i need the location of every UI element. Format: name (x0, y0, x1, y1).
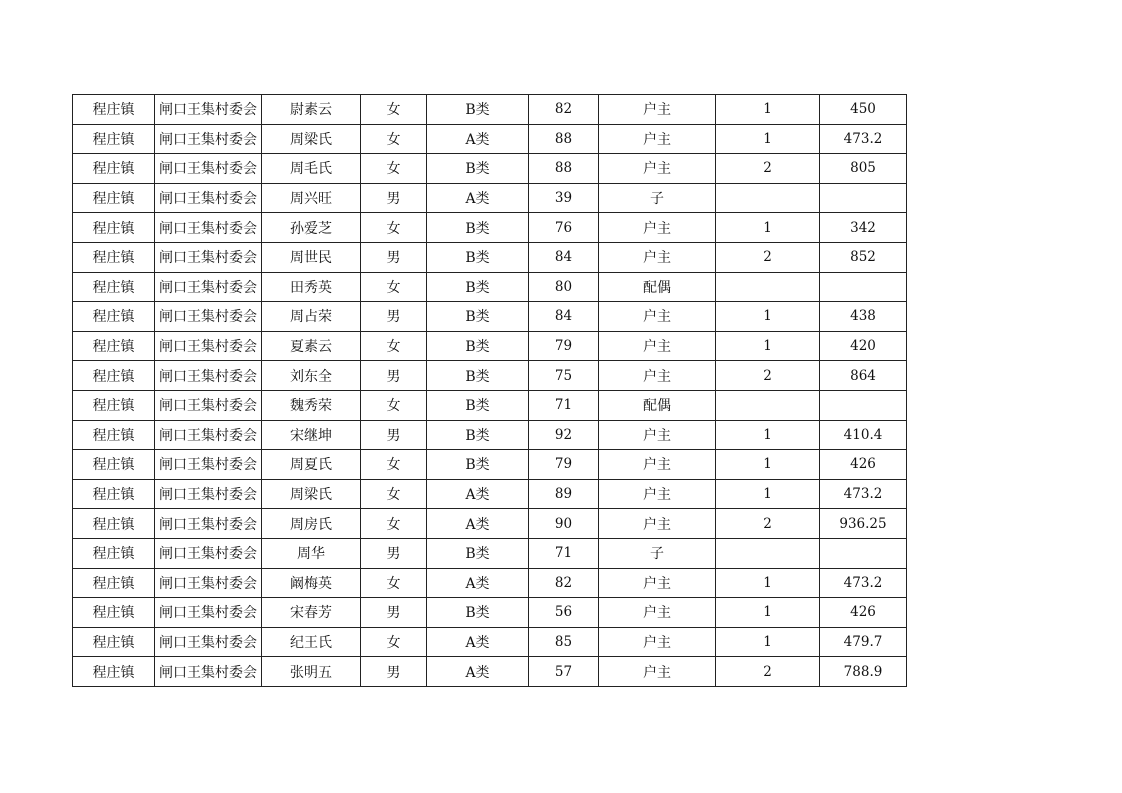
sex-cell: 女 (361, 154, 427, 184)
town-cell: 程庄镇 (73, 183, 155, 213)
table-row (73, 331, 907, 361)
sex-cell: 女 (361, 450, 427, 480)
name-cell: 田秀英 (262, 272, 361, 302)
town-cell: 程庄镇 (73, 213, 155, 243)
count-cell: 1 (716, 598, 820, 628)
town-cell: 程庄镇 (73, 450, 155, 480)
count-cell: 1 (716, 95, 820, 125)
sex-cell: 男 (361, 302, 427, 332)
sex-cell: 男 (361, 242, 427, 272)
sex-cell: 男 (361, 361, 427, 391)
sex-cell: 女 (361, 95, 427, 125)
relation-cell: 户主 (599, 213, 716, 243)
sex-cell: 女 (361, 390, 427, 420)
sex-cell: 男 (361, 420, 427, 450)
data-sheet (72, 94, 907, 687)
amount-cell: 805 (820, 154, 907, 184)
sex-cell: 男 (361, 183, 427, 213)
category-cell: B类 (427, 331, 529, 361)
village-cell: 闸口王集村委会 (155, 183, 262, 213)
age-cell: 57 (529, 657, 599, 687)
amount-cell: 479.7 (820, 627, 907, 657)
count-cell: 1 (716, 331, 820, 361)
name-cell: 周华 (262, 538, 361, 568)
recipient-table (72, 94, 907, 687)
relation-cell: 户主 (599, 95, 716, 125)
category-cell: A类 (427, 124, 529, 154)
category-cell: A类 (427, 568, 529, 598)
table-row (73, 479, 907, 509)
amount-cell (820, 183, 907, 213)
category-cell: A类 (427, 509, 529, 539)
town-cell: 程庄镇 (73, 479, 155, 509)
age-cell: 88 (529, 124, 599, 154)
age-cell: 56 (529, 598, 599, 628)
amount-cell: 852 (820, 242, 907, 272)
category-cell: A类 (427, 627, 529, 657)
category-cell: A类 (427, 183, 529, 213)
amount-cell (820, 538, 907, 568)
town-cell: 程庄镇 (73, 568, 155, 598)
relation-cell: 户主 (599, 450, 716, 480)
age-cell: 76 (529, 213, 599, 243)
table-row (73, 627, 907, 657)
count-cell (716, 390, 820, 420)
relation-cell: 户主 (599, 598, 716, 628)
table-row (73, 154, 907, 184)
relation-cell: 户主 (599, 331, 716, 361)
village-cell: 闸口王集村委会 (155, 479, 262, 509)
amount-cell (820, 390, 907, 420)
table-row (73, 302, 907, 332)
village-cell: 闸口王集村委会 (155, 657, 262, 687)
village-cell: 闸口王集村委会 (155, 331, 262, 361)
age-cell: 90 (529, 509, 599, 539)
name-cell: 宋春芳 (262, 598, 361, 628)
age-cell: 84 (529, 242, 599, 272)
age-cell: 92 (529, 420, 599, 450)
table-row (73, 361, 907, 391)
category-cell: B类 (427, 213, 529, 243)
table-body (73, 95, 907, 687)
count-cell: 2 (716, 154, 820, 184)
count-cell: 1 (716, 124, 820, 154)
town-cell: 程庄镇 (73, 302, 155, 332)
table-row (73, 538, 907, 568)
relation-cell: 户主 (599, 509, 716, 539)
relation-cell: 户主 (599, 657, 716, 687)
village-cell: 闸口王集村委会 (155, 509, 262, 539)
table-row (73, 272, 907, 302)
sex-cell: 女 (361, 213, 427, 243)
table-row (73, 183, 907, 213)
amount-cell: 473.2 (820, 568, 907, 598)
town-cell: 程庄镇 (73, 95, 155, 125)
village-cell: 闸口王集村委会 (155, 598, 262, 628)
name-cell: 阚梅英 (262, 568, 361, 598)
sex-cell: 女 (361, 627, 427, 657)
town-cell: 程庄镇 (73, 657, 155, 687)
town-cell: 程庄镇 (73, 124, 155, 154)
count-cell: 1 (716, 450, 820, 480)
sex-cell: 男 (361, 657, 427, 687)
name-cell: 宋继坤 (262, 420, 361, 450)
relation-cell: 户主 (599, 627, 716, 657)
amount-cell: 426 (820, 450, 907, 480)
sex-cell: 男 (361, 598, 427, 628)
category-cell: B类 (427, 302, 529, 332)
category-cell: B类 (427, 154, 529, 184)
sex-cell: 女 (361, 331, 427, 361)
village-cell: 闸口王集村委会 (155, 361, 262, 391)
name-cell: 周世民 (262, 242, 361, 272)
age-cell: 89 (529, 479, 599, 509)
name-cell: 夏素云 (262, 331, 361, 361)
age-cell: 75 (529, 361, 599, 391)
town-cell: 程庄镇 (73, 242, 155, 272)
amount-cell: 788.9 (820, 657, 907, 687)
village-cell: 闸口王集村委会 (155, 450, 262, 480)
count-cell: 2 (716, 361, 820, 391)
name-cell: 魏秀荣 (262, 390, 361, 420)
sex-cell: 女 (361, 509, 427, 539)
name-cell: 尉素云 (262, 95, 361, 125)
relation-cell: 户主 (599, 302, 716, 332)
table-row (73, 242, 907, 272)
category-cell: B类 (427, 420, 529, 450)
table-row (73, 657, 907, 687)
town-cell: 程庄镇 (73, 154, 155, 184)
name-cell: 周占荣 (262, 302, 361, 332)
town-cell: 程庄镇 (73, 361, 155, 391)
age-cell: 71 (529, 390, 599, 420)
age-cell: 84 (529, 302, 599, 332)
count-cell: 1 (716, 568, 820, 598)
count-cell: 1 (716, 627, 820, 657)
village-cell: 闸口王集村委会 (155, 154, 262, 184)
sex-cell: 女 (361, 272, 427, 302)
village-cell: 闸口王集村委会 (155, 213, 262, 243)
relation-cell: 子 (599, 538, 716, 568)
age-cell: 82 (529, 95, 599, 125)
amount-cell: 473.2 (820, 479, 907, 509)
town-cell: 程庄镇 (73, 538, 155, 568)
count-cell: 1 (716, 213, 820, 243)
category-cell: A类 (427, 479, 529, 509)
age-cell: 79 (529, 450, 599, 480)
name-cell: 孙爱芝 (262, 213, 361, 243)
name-cell: 周房氏 (262, 509, 361, 539)
table-row (73, 568, 907, 598)
relation-cell: 户主 (599, 568, 716, 598)
town-cell: 程庄镇 (73, 390, 155, 420)
relation-cell: 配偶 (599, 272, 716, 302)
table-row (73, 213, 907, 243)
table-row (73, 124, 907, 154)
relation-cell: 配偶 (599, 390, 716, 420)
category-cell: B类 (427, 450, 529, 480)
village-cell: 闸口王集村委会 (155, 538, 262, 568)
amount-cell: 438 (820, 302, 907, 332)
town-cell: 程庄镇 (73, 627, 155, 657)
village-cell: 闸口王集村委会 (155, 568, 262, 598)
amount-cell: 473.2 (820, 124, 907, 154)
village-cell: 闸口王集村委会 (155, 390, 262, 420)
town-cell: 程庄镇 (73, 420, 155, 450)
town-cell: 程庄镇 (73, 331, 155, 361)
category-cell: B类 (427, 361, 529, 391)
count-cell: 2 (716, 242, 820, 272)
amount-cell: 420 (820, 331, 907, 361)
amount-cell: 864 (820, 361, 907, 391)
category-cell: B类 (427, 95, 529, 125)
count-cell: 1 (716, 479, 820, 509)
sex-cell: 女 (361, 568, 427, 598)
table-row (73, 509, 907, 539)
name-cell: 周夏氏 (262, 450, 361, 480)
amount-cell: 936.25 (820, 509, 907, 539)
name-cell: 周梁氏 (262, 124, 361, 154)
name-cell: 纪王氏 (262, 627, 361, 657)
relation-cell: 户主 (599, 154, 716, 184)
age-cell: 85 (529, 627, 599, 657)
category-cell: B类 (427, 538, 529, 568)
town-cell: 程庄镇 (73, 272, 155, 302)
town-cell: 程庄镇 (73, 509, 155, 539)
age-cell: 39 (529, 183, 599, 213)
category-cell: A类 (427, 657, 529, 687)
amount-cell: 426 (820, 598, 907, 628)
relation-cell: 户主 (599, 242, 716, 272)
name-cell: 周毛氏 (262, 154, 361, 184)
category-cell: B类 (427, 598, 529, 628)
table-row (73, 450, 907, 480)
village-cell: 闸口王集村委会 (155, 627, 262, 657)
table-row (73, 420, 907, 450)
category-cell: B类 (427, 390, 529, 420)
name-cell: 张明五 (262, 657, 361, 687)
age-cell: 80 (529, 272, 599, 302)
count-cell (716, 272, 820, 302)
village-cell: 闸口王集村委会 (155, 420, 262, 450)
count-cell (716, 183, 820, 213)
village-cell: 闸口王集村委会 (155, 95, 262, 125)
table-row (73, 95, 907, 125)
count-cell: 1 (716, 420, 820, 450)
relation-cell: 户主 (599, 124, 716, 154)
table-row (73, 598, 907, 628)
count-cell: 2 (716, 657, 820, 687)
age-cell: 71 (529, 538, 599, 568)
age-cell: 79 (529, 331, 599, 361)
town-cell: 程庄镇 (73, 598, 155, 628)
table-row (73, 390, 907, 420)
count-cell: 2 (716, 509, 820, 539)
age-cell: 88 (529, 154, 599, 184)
relation-cell: 户主 (599, 479, 716, 509)
village-cell: 闸口王集村委会 (155, 302, 262, 332)
sex-cell: 男 (361, 538, 427, 568)
name-cell: 周梁氏 (262, 479, 361, 509)
name-cell: 周兴旺 (262, 183, 361, 213)
amount-cell: 450 (820, 95, 907, 125)
count-cell (716, 538, 820, 568)
relation-cell: 户主 (599, 361, 716, 391)
amount-cell: 410.4 (820, 420, 907, 450)
amount-cell: 342 (820, 213, 907, 243)
sex-cell: 女 (361, 479, 427, 509)
count-cell: 1 (716, 302, 820, 332)
village-cell: 闸口王集村委会 (155, 242, 262, 272)
sex-cell: 女 (361, 124, 427, 154)
amount-cell (820, 272, 907, 302)
age-cell: 82 (529, 568, 599, 598)
village-cell: 闸口王集村委会 (155, 124, 262, 154)
category-cell: B类 (427, 272, 529, 302)
village-cell: 闸口王集村委会 (155, 272, 262, 302)
category-cell: B类 (427, 242, 529, 272)
relation-cell: 户主 (599, 420, 716, 450)
relation-cell: 子 (599, 183, 716, 213)
name-cell: 刘东全 (262, 361, 361, 391)
